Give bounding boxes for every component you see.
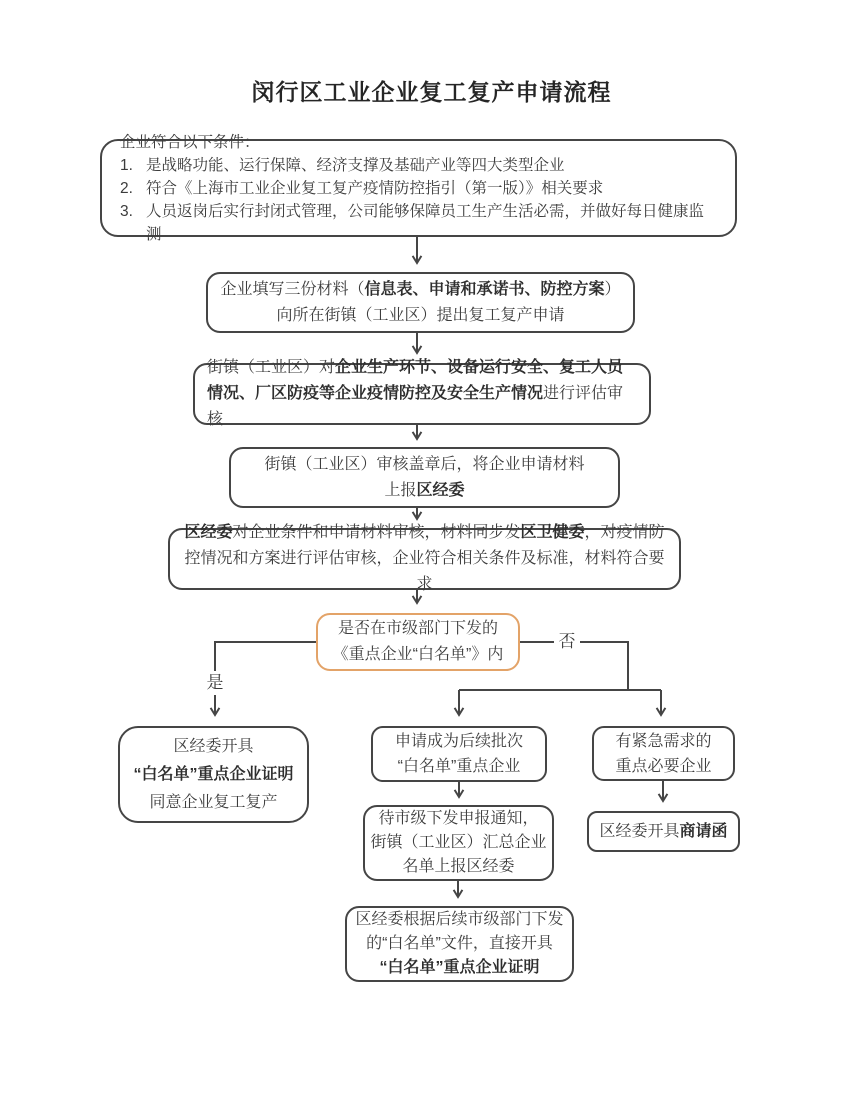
node-town-submit	[229, 447, 620, 508]
text-segment-bold: 区经委	[416, 481, 465, 499]
node-line: 街镇（工业区）汇总企业	[370, 834, 547, 851]
text-segment-bold: 信息表、申请和承诺书、防控方案	[364, 280, 605, 298]
node-line: 有紧急需求的	[615, 732, 712, 750]
node-line	[384, 478, 464, 504]
node-line: 街镇（工业区）审核盖章后，将企业申请材料	[264, 455, 585, 473]
node-line: 待市级下发申报通知，	[378, 810, 539, 827]
item-text: 是战略功能、运行保障、经济支撑及基础产业等四大类型企业	[146, 156, 565, 174]
node-urgent-need	[592, 726, 735, 781]
text-segment-bold: 企业生产环节、设备运行安全、复工人员情况、厂区防疫等企业疫情防控及安全生产情况	[207, 359, 624, 402]
conditions-item-2	[120, 177, 603, 200]
node-later-cert	[345, 906, 574, 982]
node-decision-whitelist	[316, 613, 520, 671]
node-conditions	[100, 133, 737, 243]
node-line	[133, 761, 293, 789]
node-line	[220, 277, 620, 303]
text-segment: ，对疫情防控情况和方案进行评估审核，企业符合相关条件及标准，材料符合要求	[184, 524, 665, 593]
branch-label-no: 否	[554, 630, 580, 654]
text-segment-bold: 商请函	[679, 823, 728, 840]
text-segment: 街镇（工业区）对	[207, 359, 336, 376]
conditions-heading: 企业符合以下条件：	[120, 133, 260, 151]
text-segment-bold: “白名单”重点企业证明	[379, 959, 540, 976]
node-paragraph	[182, 520, 667, 598]
node-district-review	[168, 524, 681, 593]
text-segment: ）	[604, 280, 621, 298]
node-line: 重点必要企业	[615, 757, 712, 775]
node-line: 是否在市级部门下发的	[337, 620, 498, 637]
item-text: 符合《上海市工业企业复工复产疫情防控指引（第一版）》相关要求	[146, 179, 604, 197]
node-whitelist-cert	[118, 726, 309, 823]
text-segment: 企业填写三份材料（	[220, 280, 365, 298]
branch-label-yes: 是	[202, 671, 228, 695]
node-line: 的“白名单”文件，直接开具	[366, 935, 553, 952]
node-line: 向所在街镇（工业区）提出复工复产申请	[276, 306, 565, 324]
item-text: 人员返岗后实行封闭式管理，公司能够保障员工生产生活必需，并做好每日健康监测	[146, 202, 705, 243]
text-segment-bold: “白名单”重点企业证明	[133, 765, 294, 783]
node-line: 同意企业复工复产	[149, 793, 278, 811]
node-wait-notice	[363, 805, 554, 881]
conditions-item-1	[120, 154, 565, 177]
text-segment-bold: 区经委	[184, 524, 233, 541]
node-line: “白名单”重点企业	[397, 758, 521, 775]
node-apply-next-batch	[371, 726, 547, 782]
text-segment: 对企业条件和申请材料审核，材料同步发	[232, 524, 521, 541]
text-segment: 区经委开具	[599, 823, 680, 840]
node-line: 申请成为后续批次	[394, 733, 523, 750]
text-segment: 上报	[384, 481, 417, 499]
node-line: 《重点企业“白名单”》内	[332, 646, 504, 663]
node-town-review	[193, 359, 651, 428]
item-number: 2.	[120, 179, 133, 197]
conditions-item-3	[120, 200, 717, 246]
connector-decision-yes	[215, 642, 316, 715]
node-paragraph	[207, 355, 637, 433]
node-line	[379, 956, 539, 980]
node-line: 区经委开具	[173, 737, 254, 755]
node-letter	[587, 811, 740, 852]
text-segment-bold: 区卫健委	[520, 524, 585, 541]
node-submit-materials	[206, 272, 635, 333]
item-number: 3.	[120, 202, 133, 220]
page-title: 闵行区工业企业复工复产申请流程	[251, 79, 612, 105]
node-line	[599, 819, 727, 844]
text-segment: 进行评估审核	[207, 385, 624, 428]
node-line: 名单上报区经委	[402, 858, 515, 875]
node-line: 区经委根据后续市级部门下发	[355, 911, 564, 928]
item-number: 1.	[120, 156, 133, 174]
